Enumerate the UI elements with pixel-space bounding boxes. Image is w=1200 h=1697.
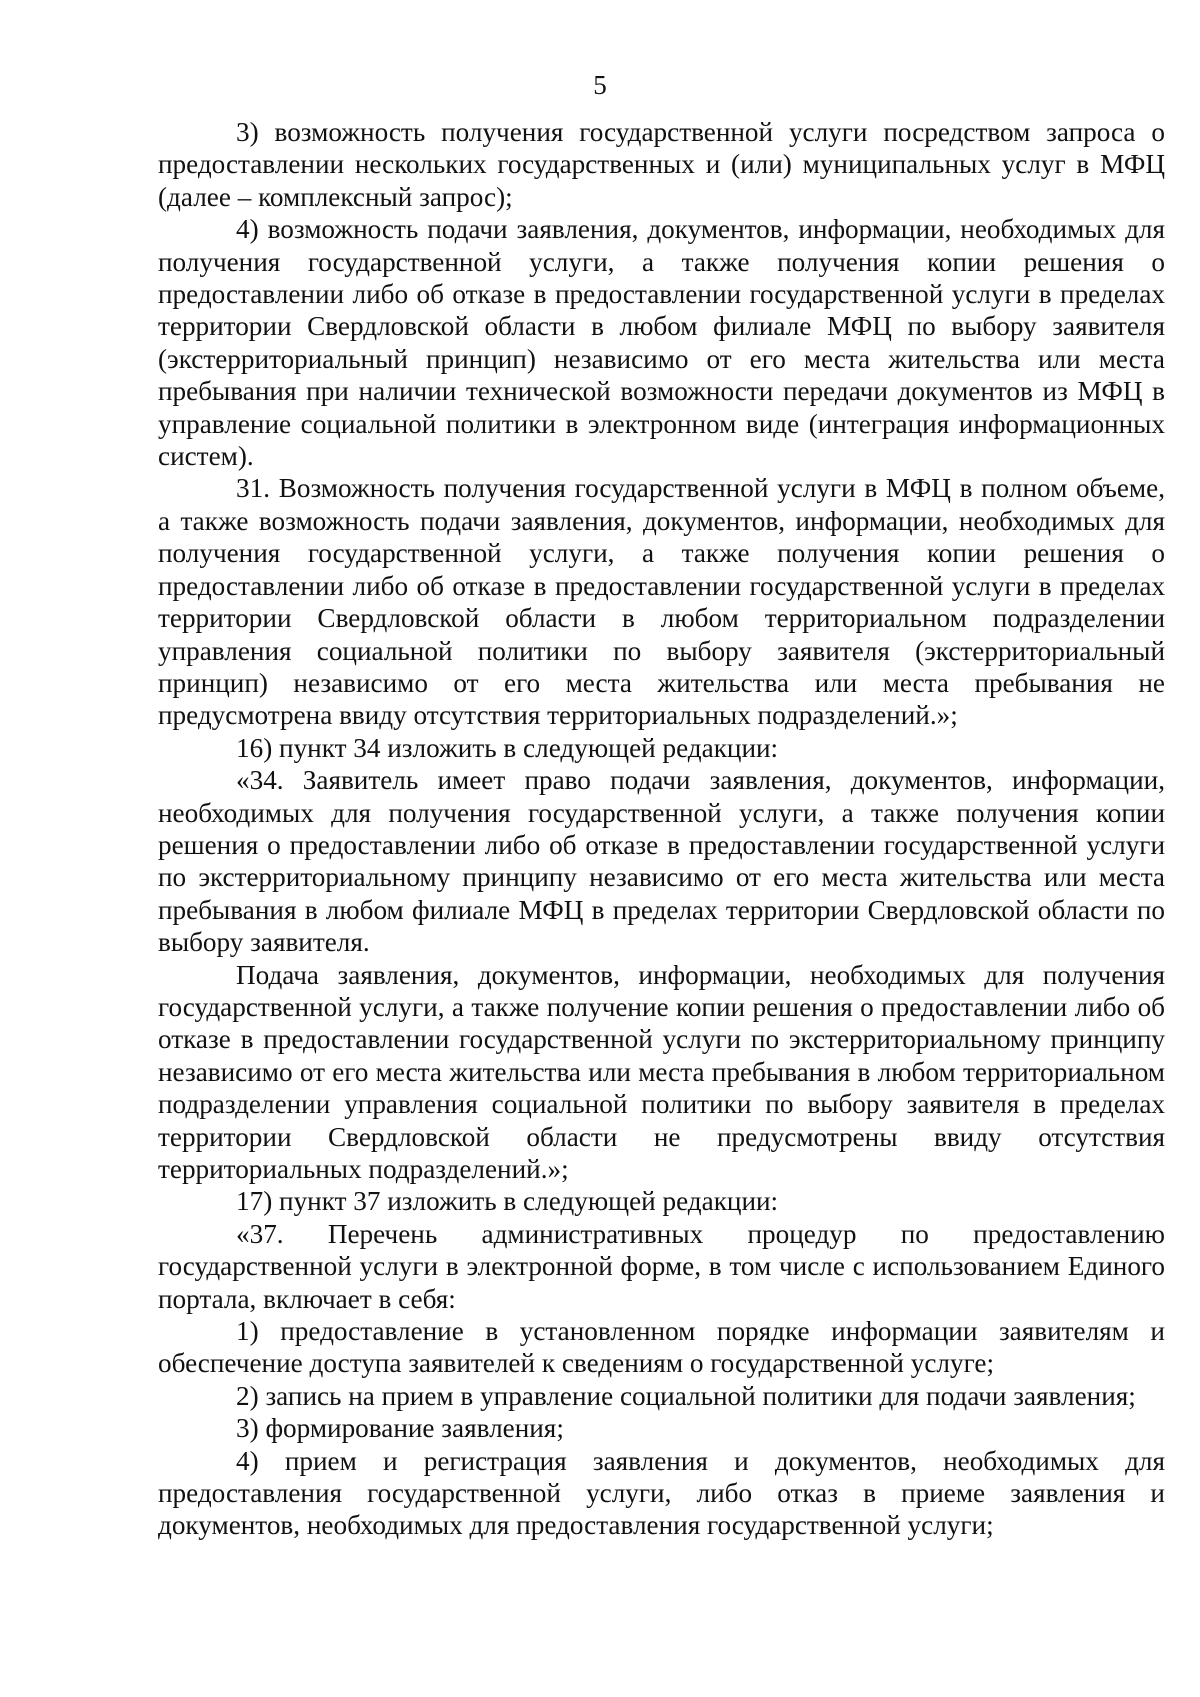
list-item-4: 4) прием и регистрация заявления и документов, необходимых для предоставления государственной услуги, либо отказ в приеме заявления и документов, необходимых для предоставления государственной услуги; xyxy=(158,1445,1165,1541)
paragraph-amendment-17: 17) пункт 37 изложить в следующей редакции: xyxy=(236,1186,779,1217)
paragraph-clause-37: «37. Перечень административных процедур по предоставлению государственной услуги в электронной форме, в том числе с использованием Единого портала, включает в себя: xyxy=(158,1218,1165,1314)
paragraph-clause-34: «34. Заявитель имеет право подачи заявления, документов, информации, необходимых для получения государственной услуги, а также получения копии решения о предоставлении либо об отказе в предоставлении государственной услуги по экстерриториальному принципу независимо от его места жительства или места пребывания в любом филиале МФЦ в пределах территории Свердловской области по выбору заявителя. xyxy=(158,765,1165,958)
paragraph-clause-34-continued: Подача заявления, документов, информации, необходимых для получения государственной услуги, а также получение копии решения о предоставлении либо об отказе в предоставлении государственной услуги по экстерриториальному принципу независимо от его места жительства или места пребывания в любом территориальном подразделении управления социальной политики по выбору заявителя в пределах территории Свердловской области не предусмотрены ввиду отсутствия территориальных подразделений.»; xyxy=(158,959,1165,1184)
paragraph-amendment-16: 16) пункт 34 изложить в следующей редакции: xyxy=(236,732,779,763)
document-body xyxy=(158,116,1165,1542)
list-item-2: 2) запись на прием в управление социальной политики для подачи заявления; xyxy=(236,1380,1136,1411)
list-item-3: 3) формирование заявления; xyxy=(236,1413,564,1444)
paragraph-item-3-complex-request: 3) возможность получения государственной услуги посредством запроса о предоставлении нескольких государственных и (или) муниципальных услуг в МФЦ (далее – комплексный запрос); xyxy=(158,117,1165,212)
page-number: 5 xyxy=(593,70,607,100)
paragraph-item-4-extraterritorial: 4) возможность подачи заявления, документов, информации, необходимых для получения государственной услуги, а также получения копии решения о предоставлении либо об отказе в предоставлении государственной услуги в пределах территории Свердловской области в любом филиале МФЦ по выбору заявителя (экстерриториальный принцип) независимо от его места жительства или места пребывания при наличии технической возможности передачи документов из МФЦ в управление социальной политики в электронном виде (интеграция информационных систем). xyxy=(158,214,1165,472)
list-item-1: 1) предоставление в установленном порядке информации заявителям и обеспечение доступа заявителей к сведениям о государственной услуге; xyxy=(158,1316,1165,1379)
paragraph-clause-31: 31. Возможность получения государственной услуги в МФЦ в полном объеме, а также возможность подачи заявления, документов, информации, необходимых для получения государственной услуги, а также получения копии решения о предоставлении либо об отказе в предоставлении государственной услуги в пределах территории Свердловской области в любом территориальном подразделении управления социальной политики по выбору заявителя (экстерриториальный принцип) независимо от его места жительства или места пребывания не предусмотрена ввиду отсутствия территориальных подразделений.»; xyxy=(158,473,1165,731)
